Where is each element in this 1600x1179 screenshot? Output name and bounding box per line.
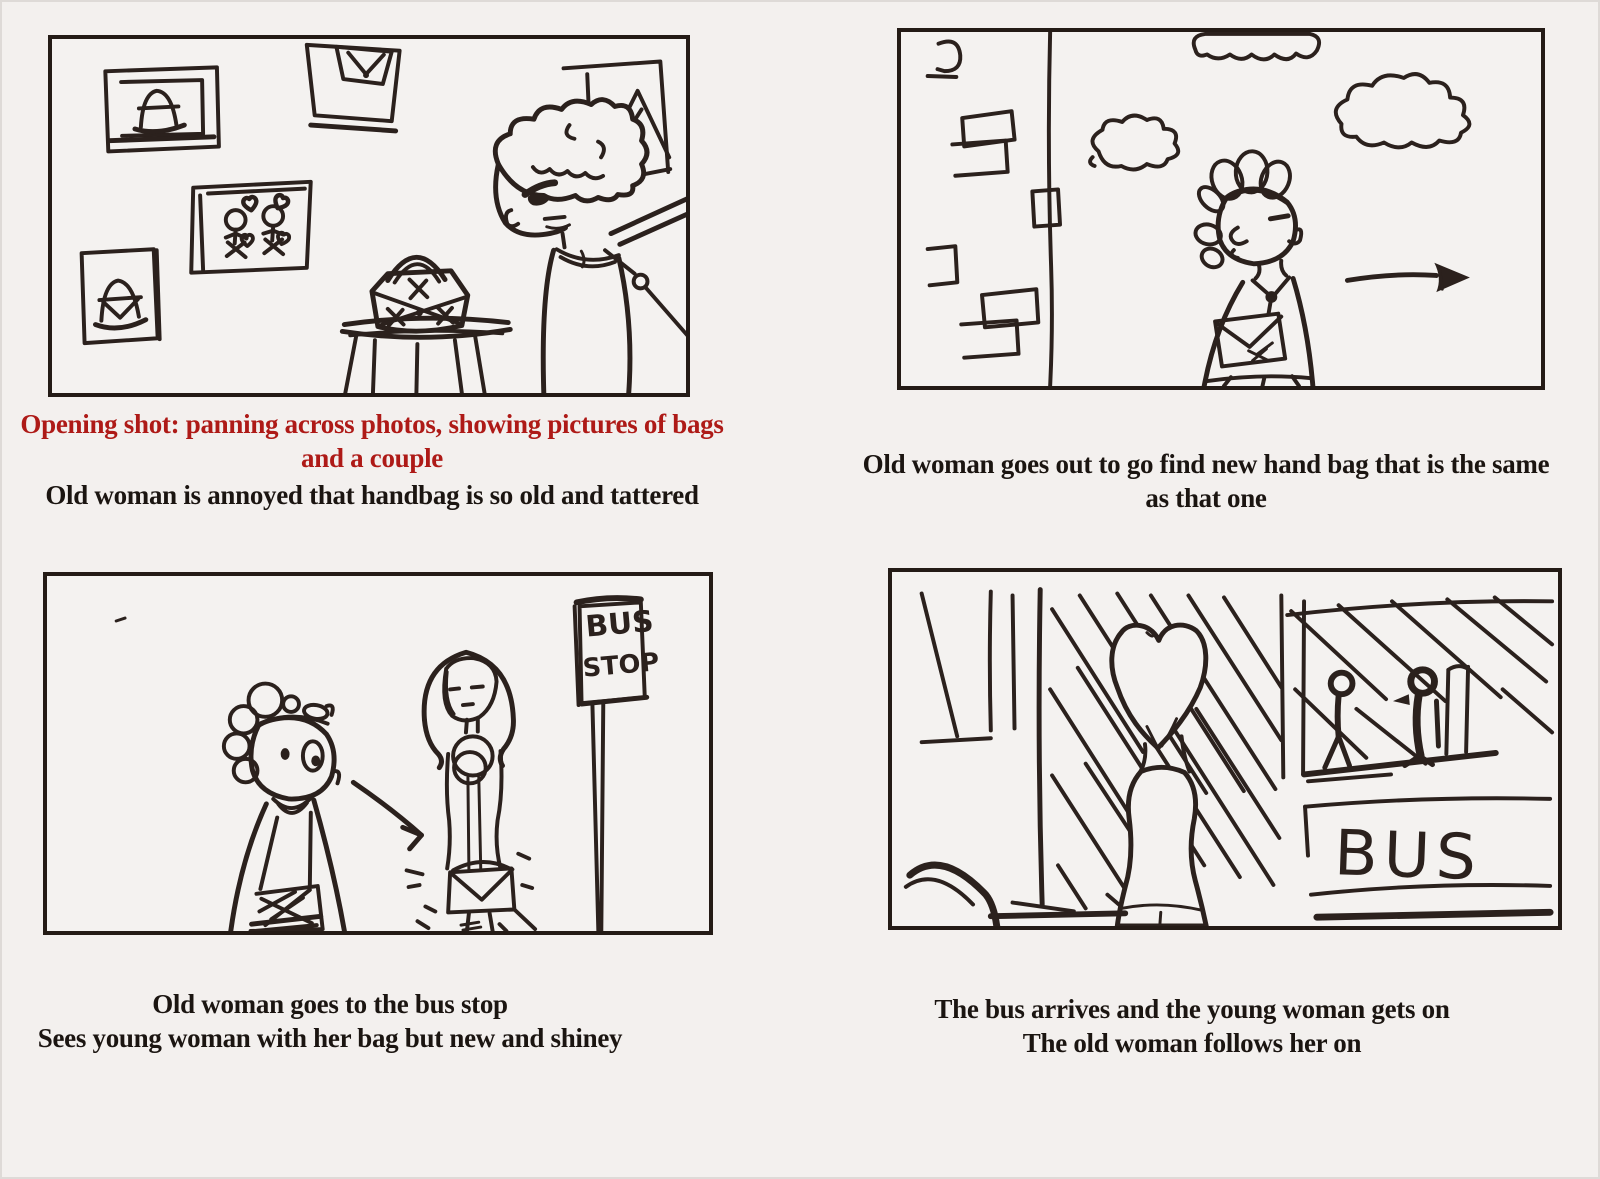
direction-arrow [1347,263,1469,292]
panel-2-caption-line-2: as that one [1145,483,1267,513]
bus-stop-sign-line-1: BUS [584,604,655,644]
storyboard-panel-4 [888,568,1562,930]
panel-2-sketch [901,32,1541,386]
panel-3-caption-line-2: Sees young woman with her bag but new and shiney [37,1023,623,1053]
young-woman-from-behind [1112,625,1206,926]
bus-side-label: BUS [1333,816,1484,895]
panel-1-caption [12,478,732,512]
stray-mark [116,618,125,621]
look-arrow [353,782,421,849]
panel-4-caption-line-1: The bus arrives and the young woman gets on [934,994,1450,1024]
old-woman [495,100,686,393]
panel-4-caption [832,992,1552,1060]
panel-3-sketch [47,576,709,931]
panel-1-caption-red-line-1: Opening shot: panning across photos, showing pictures of bags [20,409,724,439]
panel-3-caption-line-1: Old woman goes to the bus stop [152,989,508,1019]
photo-frame-bag-3 [82,249,160,343]
panel-1-sketch [52,39,686,393]
storyboard-panel-3 [43,572,713,935]
brick-wall [928,32,1060,386]
panel-4-sketch [892,572,1558,926]
panel-1-caption-red [12,407,732,475]
wheel-arch [906,865,1125,926]
bus-front-frame [922,590,1043,905]
bus-side-panel [1305,798,1550,917]
panel-4-caption-line-2: The old woman follows her on [1022,1028,1362,1058]
old-woman-walking [1193,151,1313,386]
photo-frame-bag-2 [307,45,400,131]
clouds [1090,34,1469,169]
panel-2-caption [846,447,1566,515]
panel-1-caption-line-1: Old woman is annoyed that handbag is so old and tattered [45,480,699,510]
bus-window-passengers [1281,595,1552,781]
panel-2-caption-line-1: Old woman goes out to go find new hand bag that is the same [862,449,1550,479]
photo-frame-bag-1 [105,67,219,151]
storyboard-panel-2 [897,28,1545,390]
photo-frame-couple [191,182,310,273]
old-woman-surprised [224,684,345,931]
panel-3-caption [0,987,660,1055]
panel-1-caption-red-line-2: and a couple [301,443,443,473]
bus-stop-sign [575,598,661,931]
young-woman-shiny-bag [407,652,535,931]
bus-stop-sign-line-2: STOP [581,647,661,684]
storyboard-panel-1 [48,35,690,397]
